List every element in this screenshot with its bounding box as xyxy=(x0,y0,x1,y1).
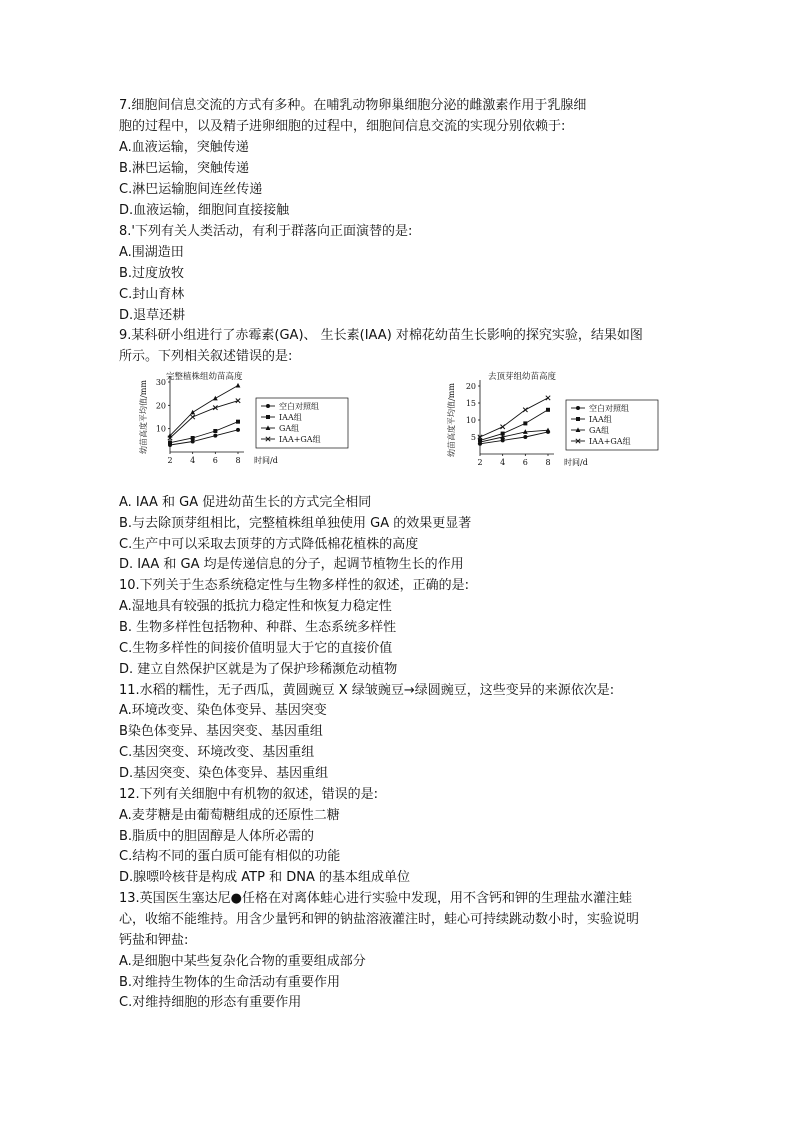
chart2-x-tick-label: 6 xyxy=(522,458,528,467)
q10-option-a: A.湿地具有较强的抵抗力稳定性和恢复力稳定性 xyxy=(119,599,392,614)
q9-stem-line2: 所示。下列相关叙述错误的是: xyxy=(119,349,293,364)
q9-charts-svg xyxy=(140,372,700,490)
q8-option-b: B.过度放牧 xyxy=(119,266,185,281)
chart1-x-tick-label: 2 xyxy=(167,456,173,465)
q8-option-a: A.围湖造田 xyxy=(119,245,184,260)
q11-option-c: C.基因突变、环境改变、基因重组 xyxy=(119,745,315,760)
q9-stem-line1: 9.某科研小组进行了赤霉素(GA)、 生长素(IAA) 对棉花幼苗生长影响的探究实验，结果如图 xyxy=(119,328,643,343)
q7-option-a: A.血液运输，突触传递 xyxy=(119,140,249,155)
chart2-x-tick-label: 8 xyxy=(545,458,551,467)
chart2-legend-label-4: IAA+GA组 xyxy=(589,437,631,446)
q9-figure xyxy=(140,372,700,490)
q7-stem-line1: 7.细胞间信息交流的方式有多种。在哺乳动物卵巢细胞分泌的雌激素作用于乳腺细 xyxy=(119,98,587,113)
chart1-series-3-point xyxy=(236,383,241,388)
q8-stem: 8.'下列有关人类活动，有利于群落向正面演替的是: xyxy=(119,224,413,239)
chart1-legend-label-1: 空白对照组 xyxy=(279,402,319,411)
chart1-y-label: 幼苗高度平均值/mm xyxy=(139,380,148,454)
chart2-y-tick-label: 5 xyxy=(470,433,476,442)
chart2-series-line-1 xyxy=(480,432,548,444)
chart1-y-tick-label: 10 xyxy=(155,424,166,434)
chart1-y-tick-label: 30 xyxy=(155,378,166,387)
q9-option-d: D. IAA 和 GA 均是传递信息的分子，起调节植物生长的作用 xyxy=(119,557,464,572)
q10-option-d: D. 建立自然保护区就是为了保护珍稀濒危动植物 xyxy=(119,662,398,677)
chart1-legend-label-4: IAA+GA组 xyxy=(279,435,321,444)
q7-option-b: B.淋巴运输，突触传递 xyxy=(119,161,250,176)
q11-stem: 11.水稻的糯性，无子西瓜，黄圆豌豆 X 绿皱豌豆→绿圆豌豆，这些变异的来源依次是: xyxy=(119,683,615,698)
chart2-x-label: 时间/d xyxy=(564,458,588,467)
q13-option-b: B.对维持生物体的生命活动有重要作用 xyxy=(119,975,341,990)
q12-option-a: A.麦芽糖是由葡萄糖组成的还原性二糖 xyxy=(119,808,340,823)
chart1-legend-label-3: GA组 xyxy=(279,424,300,433)
q13-stem-line3: 钙盐和钾盐: xyxy=(119,933,189,948)
q11-option-a: A.环境改变、染色体变异、基因突变 xyxy=(119,703,327,718)
chart1-series-3-point xyxy=(213,396,218,401)
chart2-legend-label-1: 空白对照组 xyxy=(589,404,629,413)
chart2-legend-label-2: IAA组 xyxy=(589,415,612,424)
chart1-series-2-point xyxy=(213,429,217,433)
chart2-x-tick-label: 4 xyxy=(500,458,506,467)
chart1-series-2-point xyxy=(191,436,195,440)
chart1-series-1-point xyxy=(236,428,240,432)
chart1-series-2-point xyxy=(236,420,240,424)
chart1-legend-marker-2 xyxy=(266,415,270,419)
q13-stem-line2: 心，收缩不能维持。用含少量钙和钾的钠盐溶液灌注时，蛙心可持续跳动数小时，实验说明 xyxy=(119,912,640,927)
chart1-series-line-1 xyxy=(170,430,238,445)
chart1-x-tick-label: 6 xyxy=(212,456,218,465)
chart2-legend-label-3: GA组 xyxy=(589,426,610,435)
q9-option-a: A. IAA 和 GA 促进幼苗生长的方式完全相同 xyxy=(119,495,372,510)
chart1-series-1-point xyxy=(191,440,195,444)
q8-option-c: C.封山育林 xyxy=(119,287,185,302)
chart1-x-tick-label: 4 xyxy=(190,456,196,465)
q8-option-d: D.退草还耕 xyxy=(119,308,186,323)
q7-stem-line2: 胞的过程中，以及精子进卵细胞的过程中，细胞间信息交流的实现分别依赖于: xyxy=(119,119,566,134)
chart1-series-2-point xyxy=(168,441,172,445)
q11-option-d: D.基因突变、染色体变异、基因重组 xyxy=(119,766,329,781)
chart2-y-tick-label: 10 xyxy=(465,416,476,425)
chart1-x-tick-label: 8 xyxy=(235,456,241,465)
q13-stem-line1: 13.英国医生塞达尼●任格在对离体蛙心进行实验中发现，用不含钙和钾的生理盐水灌注蛙 xyxy=(119,891,633,906)
chart2-series-1-point xyxy=(523,435,527,439)
chart2-legend-marker-2 xyxy=(576,417,580,421)
q12-stem: 12.下列有关细胞中有机物的叙述，错误的是: xyxy=(119,787,379,802)
q10-option-c: C.生物多样性的间接价值明显大于它的直接价值 xyxy=(119,641,393,656)
chart2-title: 去顶芽组幼苗高度 xyxy=(488,372,557,382)
q13-option-a: A.是细胞中某些复杂化合物的重要组成部分 xyxy=(119,954,366,969)
chart1-x-label: 时间/d xyxy=(254,456,278,465)
q9-option-b: B.与去除顶芽组相比，完整植株组单独使用 GA 的效果更显著 xyxy=(119,516,472,531)
q10-stem: 10.下列关于生态系统稳定性与生物多样性的叙述，正确的是: xyxy=(119,578,470,593)
chart2-y-tick-label: 15 xyxy=(465,399,476,408)
chart2-x-tick-label: 2 xyxy=(477,458,483,467)
chart2-legend-marker-1 xyxy=(576,406,580,410)
q12-option-c: C.结构不同的蛋白质可能有相似的功能 xyxy=(119,849,341,864)
chart2-series-line-2 xyxy=(480,410,548,441)
chart1-title: 完整植株组幼苗高度 xyxy=(166,372,243,382)
chart1-series-3-point xyxy=(190,410,195,415)
q12-option-d: D.腺嘌呤核苷是构成 ATP 和 DNA 的基本组成单位 xyxy=(119,870,410,885)
chart2-series-2-point xyxy=(546,408,550,412)
q13-option-c: C.对维持细胞的形态有重要作用 xyxy=(119,995,302,1010)
q7-option-d: D.血液运输，细胞间直接接触 xyxy=(119,203,290,218)
q7-option-c: C.淋巴运输胞间连丝传递 xyxy=(119,182,263,197)
chart2-y-tick-label: 20 xyxy=(465,382,476,391)
chart1-y-tick-label: 20 xyxy=(155,401,166,411)
chart1-series-1-point xyxy=(213,434,217,438)
chart1-legend-marker-1 xyxy=(266,404,270,408)
q12-option-b: B.脂质中的胆固醇是人体所必需的 xyxy=(119,829,315,844)
chart2-y-label: 幼苗高度平均值/mm xyxy=(447,383,456,457)
chart2-series-2-point xyxy=(523,421,527,425)
chart1-legend-label-2: IAA组 xyxy=(279,413,302,422)
q10-option-b: B. 生物多样性包括物种、种群、生态系统多样性 xyxy=(119,620,397,635)
q11-option-b: B染色体变异、基因突变、基因重组 xyxy=(119,724,323,739)
q9-option-c: C.生产中可以采取去顶芽的方式降低棉花植株的高度 xyxy=(119,537,419,552)
